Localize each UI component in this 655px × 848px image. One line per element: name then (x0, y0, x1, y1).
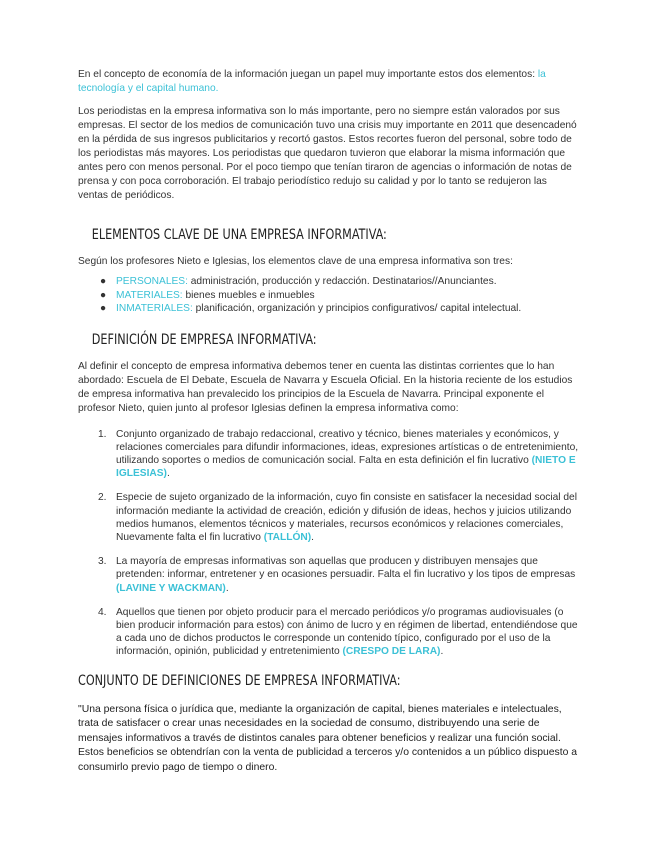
definition-tail: . (225, 582, 229, 594)
intro-paragraph (78, 68, 579, 96)
heading-conjunto-definiciones: CONJUNTO DE DEFINICIONES DE EMPRESA INFORMATIVA: (78, 672, 401, 689)
definition-text: Aquellos que tienen por objeto producir para el mercado periódicos y/o programas audiovisuales (o bien producir información para estos) con ánimo de lucro y en régimen de libertad, entendiéndose que a cada uno de dichos productos le corresponde un contenido típico, configurado por el uso de la información, opinión, publicidad y entretenimiento (116, 606, 578, 658)
element-label: MATERIALES: (116, 289, 183, 301)
definition-text: Especie de sujeto organizado de la información, cuyo fin consiste en satisfacer la necesidad social del información mediante la actividad de creación, edición y difusión de ideas, hechos y juicios utilizando medios humanos, elementos técnicos y materiales, recursos económicos y relaciones comerciales, Nuevamente falta el fin lucrativo (116, 492, 577, 543)
elementos-list (78, 275, 579, 316)
definition-quote: "Una persona física o jurídica que, mediante la organización de capital, bienes materiales e intelectuales, trata de satisfacer o crear unas necesidades en la sociedad de consumo, distribuyendo una serie de mensajes informativos a través de distintos canales para obtener beneficios y realizar una función social. Estos beneficios se obtendrían con la venta de publicidad a terceros y/o contenidos a un público dispuesto a consumirlo previo pago de tiempo o dinero. (78, 703, 578, 773)
definition-author: (CRESPO DE LARA) (342, 646, 441, 658)
element-text: administración, producción y redacción. Destinatarios//Anunciantes. (187, 276, 497, 287)
bullet-icon: ● (100, 289, 107, 301)
intro-text: En el concepto de economía de la información juegan un papel muy importante estos dos elementos: (78, 69, 538, 80)
definitions-list (78, 428, 579, 659)
definition-tail: . (166, 468, 170, 480)
definition-author: (LAVINE Y WACKMAN) (116, 582, 226, 594)
definition-text: La mayoría de empresas informativas son aquellas que producen y distribuyen mensajes que pretenden: informar, entretener y en ocasiones persuadir. Falta el fin lucrativo y los tipos de empresas (116, 556, 576, 581)
bullet-icon: ● (100, 276, 107, 287)
journalists-paragraph: Los periodistas en la empresa informativa son lo más importante, pero no siempre están valorados por sus empresas. El sector de los medios de comunicación tuvo una crisis muy importante en 2011 que desencadenó en la pérdida de sus ingresos publicitarios y recortó gastos. Estos recortes fueron del personal, sobre todo de los periodistas más mayores. Los periodistas que quedaron tuvieron que elaborar la misma información que antes pero con menos personal. Por el poco tiempo que tenían tiraron de agencias o información de notas de prensa y con poca corroboración. El trabajo periodístico redujo su calidad y por lo tanto se redujeron las ventas de periódicos. (78, 106, 577, 201)
element-label: INMATERIALES: (116, 303, 193, 314)
definition-author: (NIETO E IGLESIAS) (116, 454, 576, 480)
elementos-intro: Según los profesores Nieto e Iglesias, los elementos clave de una empresa informativa son tres: (78, 256, 513, 267)
intro-highlight: la tecnología y el capital humano. (78, 69, 546, 94)
list-item (100, 275, 579, 289)
heading-definicion: DEFINICIÓN DE EMPRESA INFORMATIVA: (91, 331, 317, 348)
definition-tail: . (440, 646, 444, 658)
element-text: planificación, organización y principios configurativos/ capital intelectual. (192, 303, 522, 314)
definition-tail: . (311, 531, 314, 543)
list-item (98, 606, 579, 659)
definicion-intro: Al definir el concepto de empresa informativa debemos tener en cuenta las distintas corrientes que lo han abordado: Escuela de El Debate, Escuela de Navarra y Escuela Oficial. En la historia reciente de los estudios de empresa informativa han prevalecido los principios de la Escuela de Navarra. Principal exponente el profesor Nieto, quien junto al profesor Iglesias definen la empresa informativa como: (78, 360, 573, 414)
item-number: 3. (98, 556, 107, 568)
element-label: PERSONALES: (116, 276, 188, 287)
list-item (100, 289, 579, 303)
heading-elementos-clave: ELEMENTOS CLAVE DE UNA EMPRESA INFORMATIVA: (91, 227, 387, 243)
element-text: bienes muebles e inmuebles (182, 289, 315, 301)
list-item (98, 491, 579, 544)
list-item (98, 428, 579, 481)
definition-author: (TALLÓN) (263, 531, 312, 543)
item-number: 2. (98, 492, 107, 504)
bullet-icon: ● (100, 303, 107, 314)
definition-text: Conjunto organizado de trabajo redaccional, creativo y técnico, bienes materiales y económicos, y relaciones comerciales para difundir informaciones, ideas, expresiones artísticas o de entretenimiento, utilizando soportes o medios de comunicación social. Falta en esta definición el fin lucrativo (116, 428, 579, 466)
list-item (98, 555, 579, 595)
list-item (100, 302, 579, 316)
item-number: 4. (98, 606, 107, 618)
item-number: 1. (98, 428, 107, 440)
